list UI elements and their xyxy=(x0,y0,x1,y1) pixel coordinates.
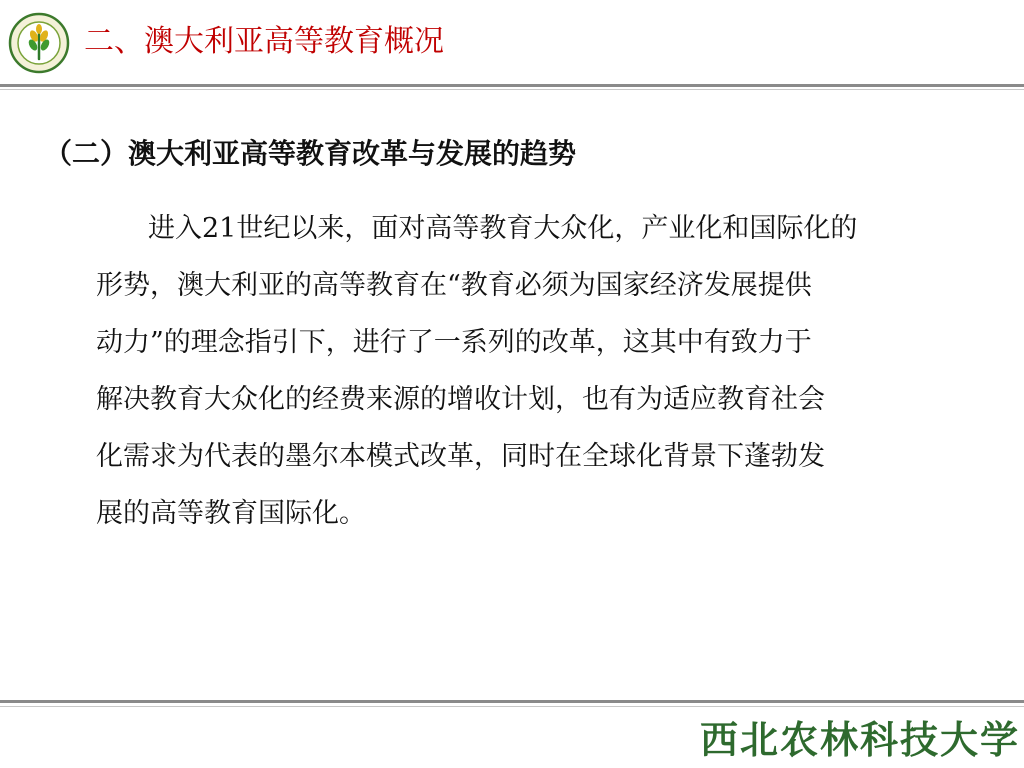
footer-divider-thin xyxy=(0,706,1024,707)
university-emblem-icon xyxy=(8,12,70,74)
header-divider-thin xyxy=(0,89,1024,90)
paragraph-line: 形势，澳大利亚的高等教育在“教育必须为国家经济发展提供 xyxy=(96,270,812,301)
section-heading: （二）澳大利亚高等教育改革与发展的趋势 xyxy=(44,137,577,170)
paragraph-line: 化需求为代表的墨尔本模式改革，同时在全球化背景下蓬勃发 xyxy=(96,441,825,472)
paragraph-line: 进入21世纪以来，面对高等教育大众化，产业化和国际化的 xyxy=(148,213,858,244)
body-paragraph xyxy=(96,200,956,542)
footer-divider xyxy=(0,700,1024,703)
header-divider xyxy=(0,84,1024,87)
slide-title: 二、澳大利亚高等教育概况 xyxy=(84,24,444,59)
paragraph-line: 动力”的理念指引下，进行了一系列的改革，这其中有致力于 xyxy=(96,327,812,358)
paragraph-line: 展的高等教育国际化。 xyxy=(96,498,366,529)
slide-header xyxy=(0,0,1024,88)
university-name: 西北农林科技大学 xyxy=(700,717,1021,762)
paragraph-line: 解决教育大众化的经费来源的增收计划，也有为适应教育社会 xyxy=(96,384,825,415)
